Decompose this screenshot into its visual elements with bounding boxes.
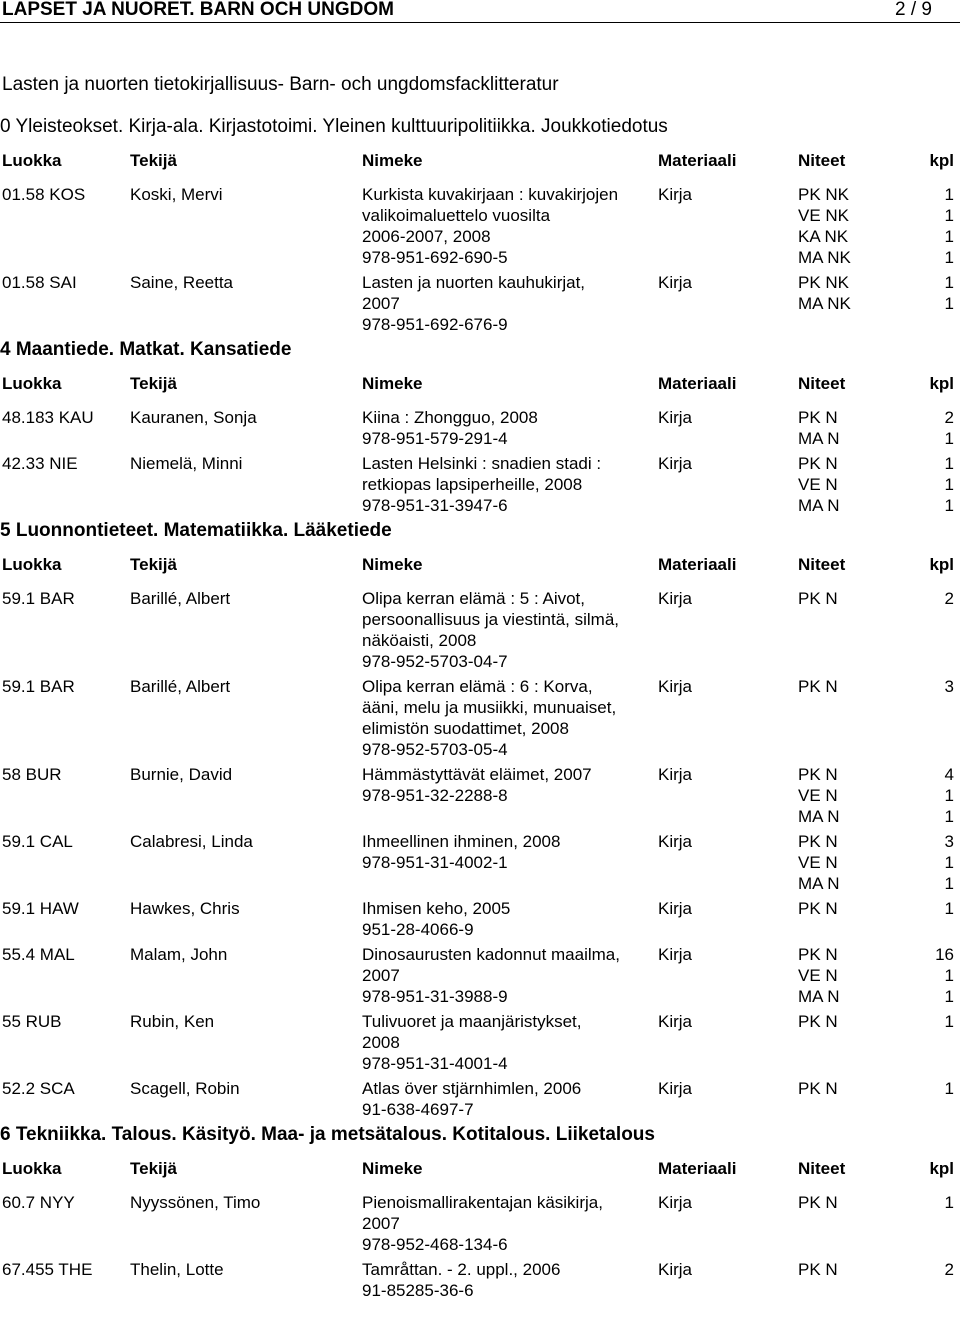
cell-kpl-line: 1: [944, 248, 954, 267]
cell-nimeke-line: Olipa kerran elämä : 5 : Aivot,: [362, 589, 585, 608]
cell-nimeke: [362, 1078, 658, 1120]
cell-nimeke-line: Tamråttan. - 2. uppl., 2006: [362, 1260, 561, 1279]
cell-kpl-line: 2: [944, 408, 954, 427]
column-header-nimeke: Nimeke: [362, 555, 423, 574]
cell-tekija: Burnie, David: [130, 765, 233, 784]
cell-tekija: Saine, Reetta: [130, 273, 234, 292]
cell-tekija: Kauranen, Sonja: [130, 408, 257, 427]
cell-kpl: [898, 676, 956, 760]
catalog-row: [0, 453, 960, 520]
cell-niteet-line: PK N: [798, 832, 838, 851]
document-title: LAPSET JA NUORET. BARN OCH UNGDOM: [2, 0, 394, 20]
cell-nimeke-line: 978-951-31-4001-4: [362, 1054, 508, 1073]
cell-niteet: [798, 407, 898, 449]
cell-nimeke-line: 978-951-692-690-5: [362, 248, 508, 267]
cell-nimeke-line: Olipa kerran elämä : 6 : Korva,: [362, 677, 593, 696]
column-header-row: [0, 1158, 960, 1192]
cell-niteet-line: MA NK: [798, 248, 851, 267]
column-header-nimeke: Nimeke: [362, 1159, 423, 1178]
cell-nimeke-line: Hämmästyttävät eläimet, 2007: [362, 765, 592, 784]
cell-nimeke-line: Lasten Helsinki : snadien stadi :: [362, 454, 602, 473]
cell-nimeke-line: persoonallisuus ja viestintä, silmä,: [362, 610, 620, 629]
cell-niteet: [798, 898, 898, 940]
cell-kpl-line: 2: [944, 1260, 954, 1279]
cell-nimeke-line: 978-952-468-134-6: [362, 1235, 508, 1254]
cell-niteet: [798, 1192, 898, 1255]
cell-materiaali: Kirja: [658, 589, 693, 608]
cell-luokka: 52.2 SCA: [2, 1079, 75, 1098]
cell-luokka: 59.1 HAW: [2, 899, 79, 918]
cell-kpl: [898, 1259, 956, 1301]
cell-materiaali: Kirja: [658, 899, 693, 918]
column-header-materiaali: Materiaali: [658, 151, 737, 170]
cell-niteet-line: PK N: [798, 454, 838, 473]
cell-nimeke-line: 978-952-5703-04-7: [362, 652, 508, 671]
cell-materiaali: Kirja: [658, 765, 693, 784]
cell-niteet-line: VE N: [798, 786, 838, 805]
cell-kpl: [898, 453, 956, 516]
cell-niteet: [798, 453, 898, 516]
cell-niteet-line: PK NK: [798, 273, 850, 292]
cell-luokka: 59.1 CAL: [2, 832, 73, 851]
cell-nimeke-line: Pienoismallirakentajan käsikirja,: [362, 1193, 603, 1212]
cell-nimeke: [362, 1192, 658, 1255]
cell-tekija: Koski, Mervi: [130, 185, 223, 204]
catalog-row: [0, 1078, 960, 1124]
cell-kpl-line: 1: [944, 807, 954, 826]
cell-luokka: 55.4 MAL: [2, 945, 75, 964]
cell-luokka: 01.58 KOS: [2, 185, 86, 204]
cell-niteet: [798, 184, 898, 268]
column-header-niteet: Niteet: [798, 1159, 846, 1178]
cell-materiaali: Kirja: [658, 185, 693, 204]
cell-kpl-line: 1: [944, 429, 954, 448]
cell-nimeke: [362, 588, 658, 672]
cell-niteet: [798, 676, 898, 760]
cell-tekija: Nyyssönen, Timo: [130, 1193, 261, 1212]
catalog-row: [0, 676, 960, 764]
cell-luokka: 59.1 BAR: [2, 589, 75, 608]
column-header-luokka: Luokka: [2, 151, 62, 170]
cell-tekija: Barillé, Albert: [130, 677, 231, 696]
cell-niteet: [798, 1078, 898, 1120]
cell-kpl-line: 1: [944, 294, 954, 313]
cell-niteet-line: MA NK: [798, 294, 851, 313]
catalog-section: [0, 339, 960, 520]
cell-kpl-line: 1: [944, 475, 954, 494]
cell-tekija: Rubin, Ken: [130, 1012, 215, 1031]
cell-kpl: [898, 588, 956, 672]
cell-nimeke-line: elimistön suodattimet, 2008: [362, 719, 569, 738]
cell-materiaali: Kirja: [658, 408, 693, 427]
cell-nimeke-line: 2006-2007, 2008: [362, 227, 491, 246]
cell-kpl: [898, 831, 956, 894]
catalog-row: [0, 1011, 960, 1078]
cell-nimeke: [362, 1011, 658, 1074]
catalog-row: [0, 831, 960, 898]
cell-kpl-line: 1: [944, 899, 954, 918]
cell-niteet-line: MA N: [798, 429, 840, 448]
cell-nimeke-line: 2007: [362, 294, 400, 313]
cell-tekija: Niemelä, Minni: [130, 454, 243, 473]
catalog-row: [0, 184, 960, 272]
cell-materiaali: Kirja: [658, 454, 693, 473]
cell-niteet-line: PK N: [798, 945, 838, 964]
cell-nimeke: [362, 453, 658, 516]
cell-niteet-line: MA N: [798, 807, 840, 826]
catalog-row: [0, 1192, 960, 1259]
cell-kpl: [898, 272, 956, 335]
cell-niteet-line: PK N: [798, 899, 838, 918]
column-header-kpl: kpl: [929, 1159, 954, 1178]
cell-nimeke-line: 978-951-31-3947-6: [362, 496, 508, 515]
cell-materiaali: Kirja: [658, 1012, 693, 1031]
cell-nimeke: [362, 944, 658, 1007]
cell-kpl: [898, 1192, 956, 1255]
cell-kpl-line: 1: [944, 1193, 954, 1212]
catalog-section: [0, 116, 960, 339]
cell-nimeke-line: näköaisti, 2008: [362, 631, 477, 650]
cell-kpl-line: 16: [935, 945, 954, 964]
cell-niteet: [798, 1259, 898, 1301]
cell-nimeke: [362, 831, 658, 894]
column-header-luokka: Luokka: [2, 1159, 62, 1178]
cell-kpl-line: 2: [944, 589, 954, 608]
cell-nimeke-line: 951-28-4066-9: [362, 920, 474, 939]
page-number: 2 / 9: [895, 0, 932, 20]
column-header-tekija: Tekijä: [130, 151, 177, 170]
cell-niteet: [798, 764, 898, 827]
cell-nimeke-line: 91-85285-36-6: [362, 1281, 474, 1300]
cell-luokka: 60.7 NYY: [2, 1193, 75, 1212]
cell-materiaali: Kirja: [658, 945, 693, 964]
cell-nimeke-line: 978-951-31-3988-9: [362, 987, 508, 1006]
column-header-tekija: Tekijä: [130, 1159, 177, 1178]
column-header-materiaali: Materiaali: [658, 374, 737, 393]
cell-nimeke: [362, 898, 658, 940]
catalog-content: [0, 116, 960, 1305]
cell-kpl: [898, 1078, 956, 1120]
catalog-row: [0, 944, 960, 1011]
cell-tekija: Scagell, Robin: [130, 1079, 240, 1098]
cell-kpl-line: 1: [944, 1079, 954, 1098]
column-header-nimeke: Nimeke: [362, 151, 423, 170]
cell-luokka: 58 BUR: [2, 765, 62, 784]
column-header-materiaali: Materiaali: [658, 1159, 737, 1178]
cell-kpl: [898, 764, 956, 827]
cell-kpl-line: 1: [944, 853, 954, 872]
column-header-luokka: Luokka: [2, 555, 62, 574]
column-header-nimeke: Nimeke: [362, 374, 423, 393]
cell-niteet-line: MA N: [798, 874, 840, 893]
cell-niteet-line: MA N: [798, 496, 840, 515]
column-header-kpl: kpl: [929, 555, 954, 574]
column-header-materiaali: Materiaali: [658, 555, 737, 574]
cell-nimeke-line: 2007: [362, 966, 400, 985]
cell-niteet-line: VE N: [798, 853, 838, 872]
cell-luokka: 42.33 NIE: [2, 454, 78, 473]
catalog-section: [0, 520, 960, 1124]
cell-nimeke-line: ääni, melu ja musiikki, munuaiset,: [362, 698, 617, 717]
cell-niteet-line: PK N: [798, 1260, 838, 1279]
cell-niteet: [798, 831, 898, 894]
main-heading: Lasten ja nuorten tietokirjallisuus- Barn- och ungdomsfacklitteratur: [2, 74, 559, 95]
cell-nimeke-line: 2007: [362, 1214, 400, 1233]
cell-tekija: Thelin, Lotte: [130, 1260, 224, 1279]
cell-luokka: 48.183 KAU: [2, 408, 94, 427]
cell-nimeke-line: valikoimaluettelo vuosilta: [362, 206, 551, 225]
cell-niteet: [798, 588, 898, 672]
cell-kpl-line: 1: [944, 874, 954, 893]
cell-niteet-line: PK N: [798, 589, 838, 608]
cell-niteet-line: VE N: [798, 966, 838, 985]
cell-kpl-line: 1: [944, 966, 954, 985]
column-header-kpl: kpl: [929, 374, 954, 393]
cell-nimeke-line: 978-951-692-676-9: [362, 315, 508, 334]
cell-niteet: [798, 272, 898, 335]
cell-materiaali: Kirja: [658, 273, 693, 292]
cell-materiaali: Kirja: [658, 1260, 693, 1279]
cell-nimeke: [362, 184, 658, 268]
cell-kpl-line: 1: [944, 987, 954, 1006]
column-header-niteet: Niteet: [798, 374, 846, 393]
cell-materiaali: Kirja: [658, 677, 693, 696]
cell-nimeke-line: Tulivuoret ja maanjäristykset,: [362, 1012, 582, 1031]
section-heading: 6 Tekniikka. Talous. Käsityö. Maa- ja metsätalous. Kotitalous. Liiketalous: [0, 1124, 655, 1145]
section-heading: 5 Luonnontieteet. Matematiikka. Lääketiede: [0, 520, 392, 541]
column-header-niteet: Niteet: [798, 151, 846, 170]
cell-niteet-line: PK N: [798, 765, 838, 784]
catalog-row: [0, 588, 960, 676]
cell-nimeke-line: retkiopas lapsiperheille, 2008: [362, 475, 583, 494]
cell-kpl-line: 4: [944, 765, 954, 784]
cell-luokka: 01.58 SAI: [2, 273, 77, 292]
cell-niteet-line: PK N: [798, 1193, 838, 1212]
column-header-row: [0, 150, 960, 184]
cell-kpl: [898, 1011, 956, 1074]
column-header-row: [0, 373, 960, 407]
cell-nimeke-line: Lasten ja nuorten kauhukirjat,: [362, 273, 586, 292]
cell-kpl: [898, 898, 956, 940]
cell-nimeke-line: Kiina : Zhongguo, 2008: [362, 408, 538, 427]
cell-nimeke-line: Atlas över stjärnhimlen, 2006: [362, 1079, 582, 1098]
cell-kpl-line: 3: [944, 832, 954, 851]
cell-kpl-line: 1: [944, 786, 954, 805]
cell-kpl: [898, 184, 956, 268]
catalog-section: [0, 1124, 960, 1305]
cell-nimeke: [362, 407, 658, 449]
cell-nimeke-line: Kurkista kuvakirjaan : kuvakirjojen: [362, 185, 619, 204]
catalog-row: [0, 407, 960, 453]
column-header-tekija: Tekijä: [130, 555, 177, 574]
cell-kpl-line: 1: [944, 1012, 954, 1031]
cell-niteet-line: PK N: [798, 1012, 838, 1031]
section-heading: 4 Maantiede. Matkat. Kansatiede: [0, 339, 292, 360]
cell-niteet-line: VE N: [798, 475, 838, 494]
cell-kpl-line: 1: [944, 273, 954, 292]
cell-nimeke-line: 978-951-579-291-4: [362, 429, 508, 448]
cell-niteet-line: PK N: [798, 408, 838, 427]
cell-luokka: 55 RUB: [2, 1012, 62, 1031]
cell-kpl-line: 1: [944, 185, 954, 204]
cell-niteet-line: PK N: [798, 1079, 838, 1098]
page-header: [0, 0, 960, 23]
cell-tekija: Hawkes, Chris: [130, 899, 240, 918]
cell-niteet: [798, 1011, 898, 1074]
column-header-niteet: Niteet: [798, 555, 846, 574]
cell-niteet-line: VE NK: [798, 206, 850, 225]
column-header-kpl: kpl: [929, 151, 954, 170]
catalog-row: [0, 898, 960, 944]
cell-nimeke-line: Dinosaurusten kadonnut maailma,: [362, 945, 620, 964]
cell-materiaali: Kirja: [658, 1079, 693, 1098]
cell-nimeke-line: 978-951-32-2288-8: [362, 786, 508, 805]
cell-niteet: [798, 944, 898, 1007]
cell-kpl-line: 1: [944, 454, 954, 473]
cell-kpl: [898, 944, 956, 1007]
cell-kpl-line: 1: [944, 206, 954, 225]
column-header-tekija: Tekijä: [130, 374, 177, 393]
catalog-row: [0, 764, 960, 831]
cell-kpl: [898, 407, 956, 449]
cell-niteet-line: MA N: [798, 987, 840, 1006]
cell-nimeke: [362, 1259, 658, 1301]
cell-niteet-line: KA NK: [798, 227, 849, 246]
column-header-row: [0, 554, 960, 588]
cell-tekija: Calabresi, Linda: [130, 832, 253, 851]
cell-materiaali: Kirja: [658, 1193, 693, 1212]
cell-niteet-line: PK N: [798, 677, 838, 696]
section-heading: 0 Yleisteokset. Kirja-ala. Kirjastotoimi. Yleinen kulttuuripolitiikka. Joukkotiedotus: [0, 116, 668, 137]
cell-niteet-line: PK NK: [798, 185, 850, 204]
cell-nimeke: [362, 764, 658, 827]
cell-nimeke: [362, 272, 658, 335]
catalog-row: [0, 1259, 960, 1305]
column-header-luokka: Luokka: [2, 374, 62, 393]
catalog-row: [0, 272, 960, 339]
cell-nimeke-line: Ihmeellinen ihminen, 2008: [362, 832, 561, 851]
cell-luokka: 59.1 BAR: [2, 677, 75, 696]
cell-nimeke-line: 2008: [362, 1033, 400, 1052]
cell-luokka: 67.455 THE: [2, 1260, 93, 1279]
cell-kpl-line: 1: [944, 227, 954, 246]
cell-kpl-line: 1: [944, 496, 954, 515]
cell-nimeke-line: 91-638-4697-7: [362, 1100, 474, 1119]
cell-nimeke-line: 978-951-31-4002-1: [362, 853, 508, 872]
cell-tekija: Barillé, Albert: [130, 589, 231, 608]
cell-nimeke-line: 978-952-5703-05-4: [362, 740, 508, 759]
cell-materiaali: Kirja: [658, 832, 693, 851]
cell-tekija: Malam, John: [130, 945, 228, 964]
cell-nimeke-line: Ihmisen keho, 2005: [362, 899, 511, 918]
cell-kpl-line: 3: [944, 677, 954, 696]
cell-nimeke: [362, 676, 658, 760]
